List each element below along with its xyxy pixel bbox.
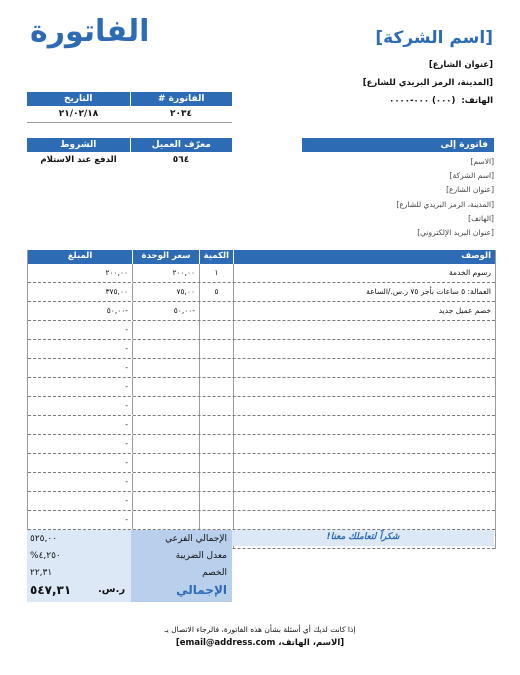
qty-header: الكمية [199, 250, 233, 264]
invoice-title: الفاتورة [30, 14, 150, 49]
item-description [233, 321, 495, 339]
item-unit-price [132, 321, 199, 339]
date-header: التاريخ [27, 92, 130, 106]
item-quantity [199, 511, 233, 529]
item-amount: - [125, 439, 128, 448]
item-description [233, 473, 495, 491]
table-row [28, 340, 495, 359]
table-row [28, 416, 495, 435]
invoice-number-header: الفاتورة # [130, 92, 233, 106]
item-unit-price [132, 435, 199, 453]
customer-meta-table [27, 138, 232, 168]
item-description [233, 359, 495, 377]
item-quantity [199, 397, 233, 415]
item-unit-price [132, 511, 199, 529]
item-unit-price [132, 397, 199, 415]
item-description: رسوم الخدمة [233, 264, 495, 282]
price-header: سعر الوحدة [132, 250, 199, 264]
item-amount: -٥٠,٠٠ [106, 306, 128, 315]
customer-id: ٥٦٤ [172, 155, 190, 165]
item-unit-price [132, 492, 199, 510]
desc-header: الوصف [233, 250, 495, 264]
company-phone [389, 96, 493, 106]
item-unit-price [132, 340, 199, 358]
tax-rate-value: %٤,٢٥٠ [30, 551, 61, 561]
table-row [28, 492, 495, 511]
item-amount: - [125, 344, 128, 353]
item-rows [28, 264, 495, 549]
item-description [233, 454, 495, 472]
item-amount: - [125, 325, 128, 334]
discount-value: ٢٢,٣١ [30, 568, 53, 578]
item-amount: - [125, 363, 128, 372]
table-row [28, 454, 495, 473]
invoice-meta-table [27, 92, 232, 123]
item-quantity [199, 473, 233, 491]
item-description: العمالة: ٥ ساعات بأجر ٧٥ ر.س./الساعة [233, 283, 495, 301]
item-unit-price [132, 378, 199, 396]
item-unit-price [132, 454, 199, 472]
item-description [233, 378, 495, 396]
item-amount: - [125, 458, 128, 467]
item-quantity [199, 359, 233, 377]
bill-to-header: فاتورة إلى [302, 138, 494, 152]
item-quantity [199, 454, 233, 472]
phone-label: الهاتف: [461, 96, 493, 106]
item-description [233, 340, 495, 358]
customer-id-header: معرّف العميل [130, 138, 233, 152]
item-description [233, 397, 495, 415]
item-amount: ٣٧٥,٠٠ [105, 287, 128, 296]
footer-question: إذا كانت لديك أي أسئلة بشأن هذه الفاتورة، فالرجاء الاتصال بـ [164, 625, 356, 634]
item-unit-price [132, 473, 199, 491]
item-unit-price [132, 416, 199, 434]
bill-to-email: [عنوان البريد الإلكتروني] [417, 228, 494, 238]
total-currency: ر.س. [98, 584, 126, 595]
item-quantity: ٥ [199, 283, 233, 301]
items-table [27, 250, 496, 549]
item-quantity [199, 416, 233, 434]
subtotal-label: الإجمالي الفرعي [165, 534, 227, 544]
tax-rate-label: معدل الضريبة [175, 551, 227, 561]
table-row [28, 397, 495, 416]
company-city: [المدينة، الرمز البريدي للشارع] [362, 78, 493, 88]
item-description: خصم عميل جديد [233, 302, 495, 320]
terms-header: الشروط [27, 138, 130, 152]
table-row [28, 435, 495, 454]
company-street: [عنوان الشارع] [428, 60, 493, 70]
item-amount: - [125, 496, 128, 505]
table-row [28, 264, 495, 283]
item-unit-price: ٢٠٠,٠٠ [132, 264, 199, 282]
item-quantity [199, 435, 233, 453]
item-amount: - [125, 420, 128, 429]
amount-header: المبلغ [28, 250, 132, 264]
item-unit-price: -٥٠,٠٠ [132, 302, 199, 320]
table-row [28, 511, 495, 530]
item-amount: - [125, 382, 128, 391]
table-row [28, 321, 495, 340]
bill-to-street: [عنوان الشارع] [446, 185, 494, 195]
item-amount: ٢٠٠,٠٠ [105, 268, 128, 277]
bill-to-city: [المدينة، الرمز البريدي للشارع] [396, 199, 494, 209]
item-description [233, 492, 495, 510]
table-row [28, 473, 495, 492]
items-header-row [28, 250, 495, 264]
total-label: الإجمالي [176, 583, 227, 597]
item-amount: - [125, 401, 128, 410]
item-quantity [199, 492, 233, 510]
phone-value: (٠٠٠) ٠٠٠-٠٠٠٠ [389, 96, 456, 106]
item-quantity [199, 321, 233, 339]
company-name: [اسم الشركة] [375, 28, 493, 48]
total-value: ٥٤٧,٣١ [30, 583, 72, 597]
item-quantity [199, 340, 233, 358]
invoice-date: ٢١/٠٢/١٨ [58, 109, 99, 119]
discount-label: الخصم [202, 568, 227, 578]
payment-terms: الدفع عند الاستلام [40, 155, 117, 165]
item-quantity: ١ [199, 264, 233, 282]
bill-to-lines [396, 155, 494, 240]
invoice-number: ٢٠٣٤ [170, 109, 192, 119]
bill-to-name: [الاسم] [470, 157, 494, 166]
footer-contact: [الاسم، الهاتف، email@address.com] [175, 638, 345, 648]
item-unit-price: ٧٥,٠٠ [132, 283, 199, 301]
thanks-text: شكراً لتعاملك معنا! [326, 532, 400, 542]
item-amount: - [125, 515, 128, 524]
table-row [28, 283, 495, 302]
table-row [28, 302, 495, 321]
bill-to-company: [اسم الشركة] [449, 171, 494, 181]
table-row [28, 359, 495, 378]
table-row [28, 378, 495, 397]
item-quantity [199, 378, 233, 396]
item-description [233, 435, 495, 453]
bill-to-phone: [الهاتف] [468, 213, 494, 223]
item-amount: - [125, 477, 128, 486]
item-description [233, 416, 495, 434]
item-unit-price [132, 359, 199, 377]
subtotal-value: ٥٢٥,٠٠ [30, 534, 58, 544]
item-description [233, 511, 495, 529]
item-quantity [199, 302, 233, 320]
